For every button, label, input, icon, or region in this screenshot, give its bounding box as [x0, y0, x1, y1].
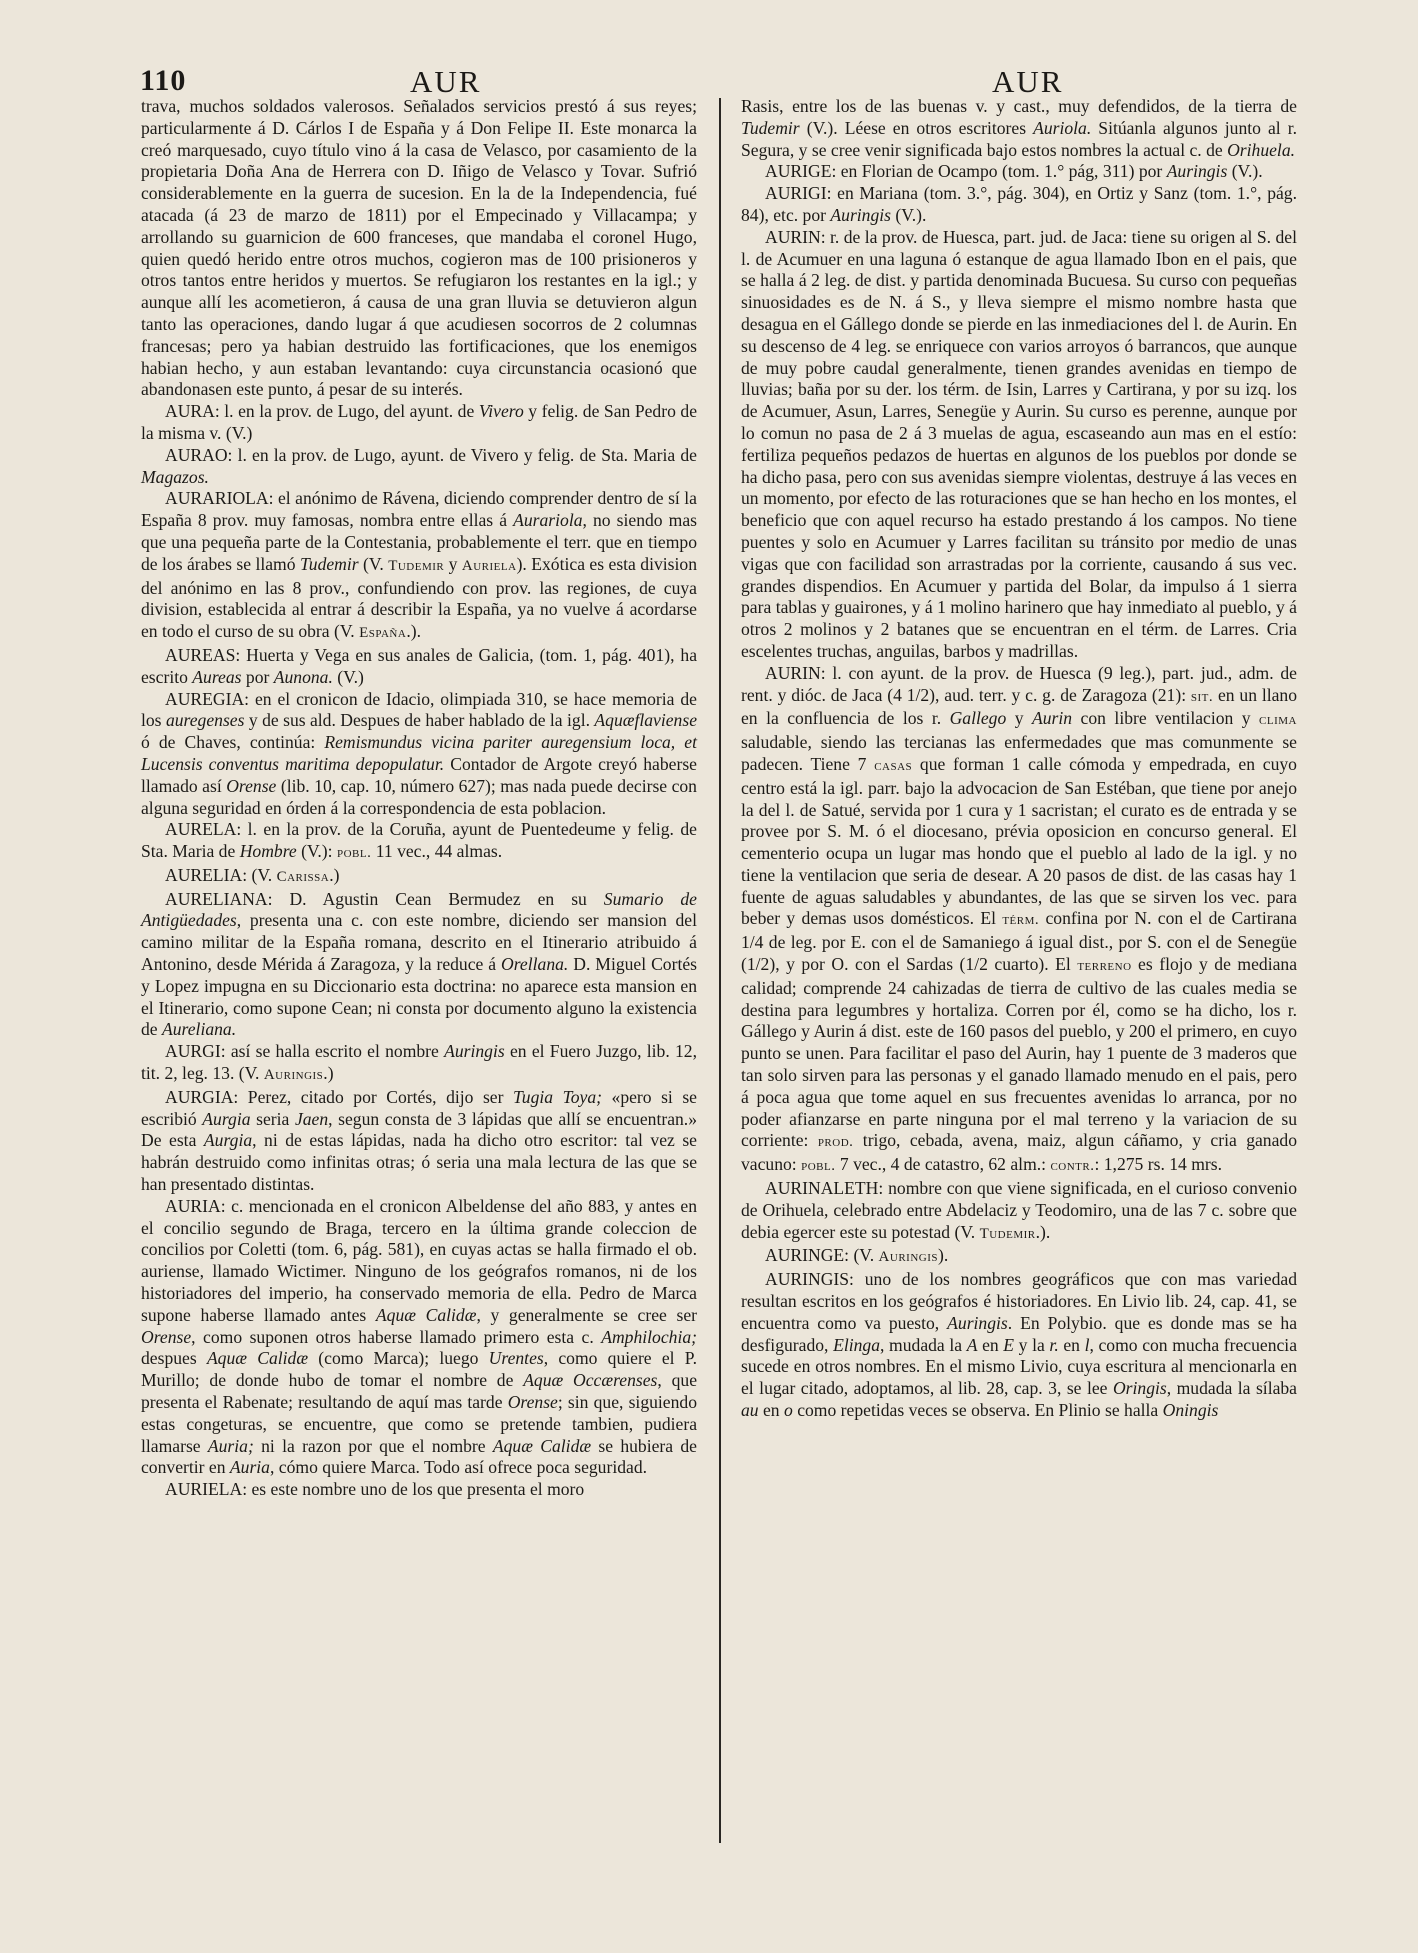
italic-text: Orense [507, 1392, 558, 1413]
italic-text: Jaen [294, 1108, 329, 1129]
entry-text: .) [323, 1063, 334, 1084]
italic-text: Auria; [207, 1435, 254, 1456]
entry-text: (V.). Léese en otros escritores [799, 117, 1034, 138]
italic-text: Oningis [1162, 1400, 1219, 1421]
small-caps-text: Carissa [276, 868, 330, 885]
dictionary-entry [741, 183, 1297, 227]
small-caps-text: térm. [1002, 912, 1040, 929]
small-caps-text: pobl. [336, 845, 372, 862]
entry-text: (V.): [296, 841, 337, 862]
italic-text: Orense [141, 1326, 192, 1347]
small-caps-text: España [359, 625, 407, 642]
entry-text: AURIA: c. mencionada en el cronicon Albeldense del año 883, y antes en el concilio segundo de Braga, tercero en la última grande coleccion de concilios por Coletti (tom. 6, pág. 581), en cuyas actas se halla firmado el ob. auriense, llamado Wictimer. Ninguno de los geógrafos romanos, ni de los historiadores del imperio, ha conservado memoria de ella. Pedro de Marca supone haberse llamado antes [141, 1195, 697, 1325]
entry-text: , como con mucha frecuencia sucede en otros nombres. En el mismo Livio, cuya escritura al mencionarla en el lugar citado, adoptamos, al lib. 28, cap. 3, se lee [741, 1334, 1298, 1399]
small-caps-text: Tudemir [979, 1225, 1036, 1242]
entry-text: confina por N. con el de Cartirana 1/4 de leg. por E. con el de Samaniego á igual dist., por S. con el de Senegüe (1/2), y por O. con el Sardas (1/2 cuarto). El [741, 908, 1297, 975]
italic-text: Vivero [478, 401, 524, 422]
entry-text: , mudada la [880, 1334, 967, 1355]
entry-text: , que presenta el Rabenate; resultando de aquí mas tarde [141, 1370, 698, 1413]
entry-text: ; sin que, siguiendo estas congeturas, se encuentre, que como se pretende tambien, pudiera llamarse [141, 1392, 697, 1456]
entry-text: y de sus ald. Despues de haber hablado de la igl. [244, 710, 595, 731]
italic-text: Amphilochia; [601, 1326, 697, 1347]
dictionary-entry [141, 889, 697, 1042]
entry-text: , segun consta de 3 lápidas que allí se encuentran.» De esta [141, 1108, 698, 1151]
small-caps-text: prod. [817, 1134, 854, 1151]
dictionary-entry [741, 1178, 1297, 1245]
dictionary-entry [141, 445, 697, 489]
dictionary-entry [141, 401, 697, 445]
italic-text: Tudemir [299, 553, 359, 574]
column-divider [719, 98, 721, 1843]
italic-text: Auria [229, 1457, 270, 1478]
entry-text: AUREAS: Huerta y Vega en sus anales de Galicia, (tom. 1, pág. 401), ha escrito [141, 644, 697, 687]
entry-text: 11 vec., 44 almas. [371, 841, 503, 862]
entry-text: con libre ventilacion y [1072, 708, 1260, 729]
entry-text: Contador de Argote creyó haberse llamado así [141, 753, 697, 796]
entry-text: . En Polybio. que es donde mas se ha desfigurado, [741, 1312, 1298, 1355]
entry-text: es flojo y de mediana calidad; comprende 24 cahizadas de tierra de cultivo de las cuales media se destina para legumbres y hortaliza. Corren por él, como se ha dicho, los r. Gállego y Aurin á dist. este de 160 pasos del pueblo, y 200 el primero, en cuyo punto se unen. Para facilitar el paso del Aurin, hay 1 puente de 3 maderos que tan solo sirven para las personas y el ganado llamado menudo en el pais, pero á poca agua que tome aquel en sus frecuentes avenidas lo arranca, por no poder afianzarse en parte ninguna por el mal terreno y la variacion de su corriente: [741, 954, 1298, 1151]
entry-text: AURINALETH: nombre con que viene significada, en el curioso convenio de Orihuela, celebrado entre Abdelaciz y Teodomiro, una de las 7 c. sobre que debia egercer este su potestad (V. [741, 1178, 1297, 1242]
italic-text: Urentes [488, 1348, 544, 1369]
small-caps-text: contr. [1050, 1158, 1095, 1175]
italic-text: Magazos. [141, 466, 209, 487]
dictionary-entry [141, 96, 697, 401]
small-caps-text: Auringis [263, 1067, 324, 1084]
dictionary-entry [741, 227, 1297, 663]
entry-text: , como suponen otros haberse llamado primero esta c. [191, 1326, 602, 1347]
entry-text: y la [1014, 1334, 1050, 1355]
entry-text: AURGI: así se halla escrito el nombre [165, 1041, 445, 1062]
entry-text: en el Fuero Juzgo, lib. 12, tit. 2, leg. 13. (V. [141, 1041, 697, 1084]
entry-text: trava, muchos soldados valerosos. Señalados servicios prestó á sus reyes; particularmente á D. Cárlos I de España y á Don Felipe II. Este monarca la creó marquesado, cuyo título vino á la casa de Velasco, por casamiento de la propietaria Doña Ana de Herrera con D. Iñigo de Velasco y Tovar. Sufrió considerablemente en la guerra de sucesion. En la de la Independencia, fué atacada (á 23 de marzo de 1811) por el Empecinado y Villacampa; y arrollando su guarnicion de 600 franceses, que mandaba el coronel Hugo, quien quedó herido entre otros muchos, cogieron mas de 100 prisioneros y otros tantos entre heridos y muertos. Se refugiaron los restantes en la igl.; y aunque allí les acometieron, á causa de una gran lluvia se detuvieron algun tanto las operaciones, dando lugar á que acudiesen socorros de 2 columnas francesas; pero ya habian destruido las fortificaciones, que los enemigos habian hecho, y aun estaban levantando: cuya circunstancia ocasionó que abandonasen este punto, á pesar de su interés. [141, 96, 697, 400]
italic-text: l [1084, 1334, 1090, 1355]
italic-text: Aquæ Calidæ [206, 1348, 309, 1369]
entry-text: AURELA: l. en la prov. de la Coruña, ayunt de Puentedeume y felig. de Sta. Maria de [141, 819, 697, 862]
entry-text: «pero si se escribió [141, 1086, 697, 1129]
italic-text: Auringis [947, 1312, 1008, 1333]
running-head-left: AUR [410, 64, 482, 99]
small-caps-text: clima [1259, 712, 1297, 729]
italic-text: Elinga [833, 1334, 881, 1355]
dictionary-entry [141, 689, 697, 820]
entry-text: (V.). [1227, 161, 1263, 182]
italic-text: Aunona. [273, 666, 333, 687]
entry-text: como repetidas veces se observa. En Plinio se halla [792, 1400, 1163, 1421]
dictionary-entry [141, 488, 697, 645]
italic-text: Aquæ Occærenses [523, 1370, 658, 1391]
entry-text: AURIN: r. de la prov. de Huesca, part. jud. de Jaca: tiene su origen al S. del l. de Acumuer en una laguna ó estanque de agua llamado Ibon en el pais, que se halla á 2 leg. de dist. y partida denominada Bucuesa. Su curso con pequeñas sinuosidades es de N. á S., y lleva siempre el mismo nombre hasta que desagua en el Gállego donde se pierde en las inmediaciones del l. de Aurin. En su descenso de 4 leg. se enriquece con varios arroyos ó barrancos, que aunque de muy pobre caudal generalmente, tienen grandes avenidas en tiempo de lluvias; baña por su der. los térm. de Isin, Larres y Cartirana, y por su izq. los de Acumuer, Asun, Larres, Senegüe y Aurin. Su curso es perenne, aunque por lo comun no pasa de 2 á 3 muelas de agua, escaseando aun mas en el estío: fertiliza pequeños pedazos de huertas en algunos de los pueblos por donde se ha dicho pasa, pero con sus avenidas siempre violentas, destruye á las veces en un momento, por efecto de las roturaciones que se han hecho en los montes, el beneficio que con aquel recurso ha estado prestando á los campos. No tiene puentes y solo en Acumuer y Larres facilitan su tránsito por medio de unas vigas que con facilidad son arrastradas por la corriente, causando á sus vec. grandes dispendios. En Acumuer y partida del Bolar, da impulso á 1 sierra para tablas y guairones, y á 1 molino harinero que hay inmediato al pueblo, y á otros 2 molinos y 2 batanes que se encuentran en el térm. de Larres. Cria escelentes truchas, anguilas, barbos y madrillas. [741, 226, 1297, 661]
italic-text: Aureas [192, 666, 242, 687]
entry-text: (V. [358, 553, 389, 574]
entry-text: AURGIA: Perez, citado por Cortés, dijo ser [165, 1086, 513, 1107]
entry-text: ó de Chaves, continúa: [141, 732, 325, 753]
small-caps-text: Auringis [878, 1249, 938, 1266]
italic-text: r. [1049, 1334, 1059, 1355]
italic-text: Tugia Toya; [512, 1086, 603, 1107]
entry-text: .). [1035, 1221, 1051, 1242]
entry-text: AURIGI: en Mariana (tom. 3.°, pág. 304), en Ortiz y Sanz (tom. 1.°, pág. 84), etc. por [741, 183, 1297, 225]
small-caps-text: Tudemir [388, 557, 445, 574]
entry-text: ). [938, 1245, 949, 1266]
entry-text: (lib. 10, cap. 10, número 627); mas nada puede decirse con alguna seguridad en órden á la correspondencia de esta poblacion. [141, 775, 697, 818]
entry-text: Sitúanla algunos junto al r. Segura, y se cree venir significada bajo estos nombres la actual c. de [741, 117, 1297, 160]
italic-text: Auringis [1166, 161, 1228, 182]
italic-text: Aquæflaviense [594, 710, 698, 731]
entry-text: .) [329, 864, 340, 885]
dictionary-entry [741, 161, 1297, 183]
dictionary-entry [141, 1196, 697, 1479]
dictionary-entry [141, 865, 697, 889]
entry-text: ). Exótica es esta division del anónimo en las 8 prov., confundiendo con prov. las regiones, de cuya division, establecida al entrar á describir la España, ya no vuelve á acordarse en todo el curso de su obra (V. [141, 553, 697, 642]
entry-text: en [1058, 1334, 1085, 1355]
entry-text: por [241, 666, 274, 687]
italic-text: Aurin [1032, 708, 1073, 729]
dictionary-entry [741, 1245, 1297, 1269]
entry-text: AURELIA: (V. [165, 864, 277, 885]
entry-text: y [444, 553, 462, 574]
dictionary-entry [141, 819, 697, 865]
entry-text: en [758, 1400, 784, 1421]
italic-text: Aurgia [202, 1108, 251, 1129]
italic-text: Auringis [830, 204, 892, 225]
italic-text: Oringis [1112, 1378, 1167, 1399]
dictionary-entry [741, 1269, 1297, 1422]
dictionary-entry [141, 1041, 697, 1087]
small-caps-text: pobl. [801, 1158, 836, 1175]
small-caps-text: terreno [1077, 958, 1132, 975]
entry-text: AURIGE: en Florian de Ocampo (tom. 1.° pág, 311) por [765, 161, 1167, 182]
italic-text: A [966, 1334, 978, 1355]
entry-text: AURA: l. en la prov. de Lugo, del ayunt. de [165, 401, 479, 422]
italic-text: Sumario de Antigüedades [141, 888, 697, 931]
entry-text: AURAO: l. en la prov. de Lugo, ayunt. de Vivero y felig. de Sta. Maria de [165, 444, 697, 465]
page-number: 110 [140, 64, 187, 97]
italic-text: auregenses [165, 710, 245, 731]
italic-text: Aurariola [513, 510, 583, 531]
dictionary-entry [741, 96, 1297, 161]
small-caps-text: Auriela [461, 557, 517, 574]
entry-text: despues [141, 1348, 207, 1369]
italic-text: Auringis [444, 1041, 505, 1062]
entry-text: , cómo quiere Marca. Todo así ofrece poca seguridad. [269, 1457, 648, 1478]
italic-text: E [1003, 1334, 1015, 1355]
entry-text: .). [406, 621, 421, 642]
entry-text: (como Marca); luego [308, 1348, 489, 1369]
entry-text: : 1,275 rs. 14 mrs. [1094, 1154, 1223, 1175]
italic-text: Orense [226, 775, 277, 796]
entry-text: AURIELA: es este nombre uno de los que presenta el moro [165, 1479, 585, 1500]
italic-text: Tudemir [741, 117, 800, 138]
right-column [741, 96, 1297, 1422]
entry-text: AUREGIA: en el cronicon de Idacio, olimpiada 310, se hace memoria de los [141, 688, 697, 731]
italic-text: Aureliana. [162, 1019, 237, 1040]
italic-text: Auriola. [1033, 117, 1092, 138]
entry-text: D. Miguel Cortés y Lopez impugna en su Diccionario esta doctrina: no aparece esta mansion en el Itinerario, como supone Cean; ni consta por documento alguno la existencia de [141, 954, 697, 1040]
running-head-right: AUR [992, 64, 1064, 99]
italic-text: Gallego [949, 708, 1007, 729]
entry-text: Rasis, entre los de las buenas v. y cast., muy defendidos, de la tierra de [741, 96, 1297, 116]
entry-text: , ni de estas lápidas, nada ha dicho otro escritor: tal vez se habrán destruido como infinitas otras; ó seria una mala lectura de las que se han presentado distintas. [141, 1130, 697, 1195]
entry-text: , y generalmente se cree ser [476, 1304, 697, 1325]
entry-text: que forman 1 calle cómoda y empedrada, en cuyo centro está la igl. parr. bajo la advocacion de San Estéban, que tiene por anejo la del l. de Satué, servida por 1 cura y 1 sacristan; el curato es de entrada y se provee por S. M. ó el diocesano, prévia oposicion en concurso general. El cementerio ocupa un lugar mas hondo que el pueblo al lado de la igl. y no tiene la ventilacion que seria de desear. A 20 pasos de dist. de las casas hay 1 fuente de aguas saludables y abundantes, de las que se sirven los vec. para beber y demas usos domésticos. El [741, 753, 1297, 929]
small-caps-text: sit. [1190, 688, 1214, 705]
italic-text: Orihuela. [1227, 139, 1296, 160]
italic-text: Aquæ Calidæ [375, 1304, 477, 1325]
italic-text: Aurgia [203, 1130, 253, 1151]
entry-text: (V.). [891, 204, 927, 225]
entry-text: trigo, cebada, avena, maiz, algun cáñamo, y cria ganado vacuno: [741, 1130, 1298, 1175]
italic-text: o [784, 1400, 793, 1421]
italic-text: au [741, 1400, 759, 1421]
entry-text: AURIN: l. con ayunt. de la prov. de Huesca (9 leg.), part. jud., adm. de rent. y dióc. de Jaca (4 1/2), aud. terr. y c. g. de Zaragoza (21): [741, 662, 1297, 705]
entry-text: , presenta una c. con este nombre, diciendo ser mansion del camino militar de la España romana, descrito en el Itinerario atribuido á Antonino, desde Mérida á Zaragoza, y la reduce á [141, 910, 697, 975]
entry-text: saludable, siendo las tercianas las enfermedades que mas comunmente se padecen. Tiene 7 [741, 732, 1297, 774]
small-caps-text: casas [874, 757, 913, 774]
dictionary-entry [141, 1087, 697, 1196]
entry-text: AURELIANA: D. Agustin Cean Bermudez en su [165, 888, 604, 909]
entry-text: y felig. de San Pedro de la misma v. (V.) [141, 401, 698, 443]
entry-text: y [1006, 708, 1033, 729]
entry-text: AURARIOLA: el anónimo de Rávena, diciendo comprender dentro de sí la España 8 prov. muy famosas, nombra entre ellas á [141, 488, 697, 531]
entry-text: seria [250, 1108, 295, 1129]
italic-text: Remismundus vicina pariter auregensium loca, et Lucensis conventus maritima depopulatur. [141, 732, 697, 774]
entry-text: (V.) [332, 666, 364, 687]
entry-text: , mudada la sílaba [1166, 1378, 1297, 1399]
entry-text: en [977, 1334, 1004, 1355]
entry-text: se hubiera de convertir en [141, 1435, 697, 1478]
dictionary-entry [141, 1479, 697, 1501]
entry-text: 7 vec., 4 de catastro, 62 alm.: [835, 1154, 1051, 1175]
entry-text: ni la razon por que el nombre [253, 1435, 493, 1456]
entry-text: , como quiere el P. Murillo; de donde hubo de tomar el nombre de [141, 1348, 697, 1391]
entry-text: AURINGE: (V. [765, 1245, 879, 1266]
italic-text: Aquæ Calidæ [492, 1435, 592, 1456]
entry-text: AURINGIS: uno de los nombres geográficos que con mas variedad resultan escritos en los geógrafos é historiadores. En Livio lib. 24, cap. 41, se encuentra como va puesto, [741, 1269, 1297, 1333]
italic-text: Orellana. [501, 954, 569, 975]
entry-text: en un llano en la confluencia de los r. [741, 684, 1297, 729]
italic-text: Hombre [239, 841, 297, 862]
entry-text: , no siendo mas que una pequeña parte de la Contestania, probablemente el terr. que en tiempo de los árabes se llamó [141, 510, 697, 574]
dictionary-entry [141, 645, 697, 689]
dictionary-entry [741, 663, 1297, 1178]
left-column [141, 96, 697, 1501]
